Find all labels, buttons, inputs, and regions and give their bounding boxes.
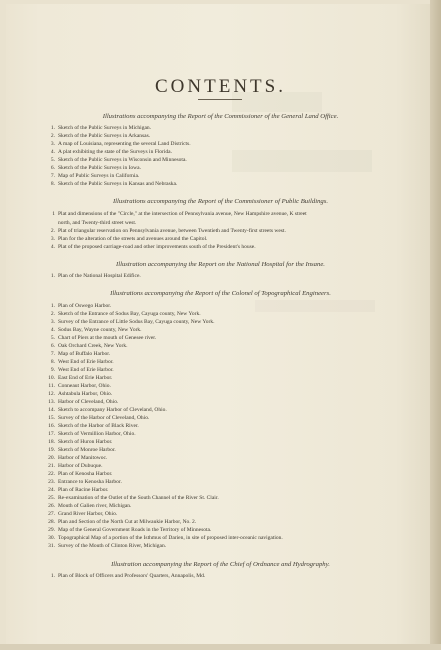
section-heading-land-office: Illustrations accompanying the Report of the Commissioner of the General Land Office. bbox=[102, 113, 339, 120]
list-item: 24. Plan of Racine Harbor. bbox=[48, 487, 109, 493]
list-item: 18. Sketch of Huron Harbor. bbox=[48, 439, 113, 445]
list-item: 1. Plan of the National Hospital Edifice. bbox=[50, 273, 141, 279]
list-item: 7. Map of Buffalo Harbor. bbox=[50, 351, 111, 357]
list-item: 1. Plan of Oswego Harbor. bbox=[50, 303, 112, 309]
list-item: 12. Ashtabula Harbor, Ohio. bbox=[48, 391, 113, 397]
section-heading-hospital: Illustration accompanying the Report on the National Hospital for the Insane. bbox=[116, 261, 325, 268]
list-item: 3. A map of Louisiana, representing the several Land Districts. bbox=[50, 141, 191, 147]
section-heading-ordnance-hydrography: Illustration accompanying the Report of the Chief of Ordnance and Hydrography. bbox=[111, 561, 330, 568]
list-item: 16. Sketch of the Harbor of Black River. bbox=[48, 423, 139, 429]
list-item: 25. Re-examination of the Outlet of the South Channel of the River St. Clair. bbox=[48, 495, 219, 501]
list-item: 31. Survey of the Mouth of Clinton River, Michigan. bbox=[48, 543, 167, 549]
list-item: 4. Sodus Bay, Wayne county, New York. bbox=[50, 327, 142, 333]
bleed-through-mark bbox=[232, 150, 372, 172]
list-item: 17. Sketch of Vermillion Harbor, Ohio. bbox=[48, 431, 136, 437]
list-item: 8. Sketch of the Public Surveys in Kansas and Nebraska. bbox=[50, 181, 178, 187]
list-item: 20. Harbor of Manitowoc. bbox=[48, 455, 108, 461]
list-item: 28. Plan and Section of the North Cut at Milwaukie Harbor, No. 2. bbox=[48, 519, 197, 525]
list-item: 22. Plan of Kenosha Harbor. bbox=[48, 471, 113, 477]
list-item: 27. Grand River Harbor, Ohio. bbox=[48, 511, 118, 517]
list-item: 2. Sketch of the Entrance of Sodus Bay, Cayuga county, New York. bbox=[50, 311, 201, 317]
list-item: 23. Entrance to Kenosha Harbor. bbox=[48, 479, 122, 485]
list-item: 4. Plat of the proposed carriage-road and other improvements south of the President's house. bbox=[50, 244, 256, 250]
bleed-through-mark bbox=[255, 300, 375, 312]
list-item: 3. Plan for the alteration of the streets and avenues around the Capitol. bbox=[50, 236, 208, 242]
list-item: 29. Map of the General Government Roads in the Territory of Minnesota. bbox=[48, 527, 212, 533]
list-item: 11. Conneaut Harbor, Ohio. bbox=[48, 383, 111, 389]
title-rule bbox=[198, 99, 242, 100]
list-item: 2. Plat of triangular reservation on Pennsylvania avenue, between Twentieth and Twenty-first streets west. bbox=[50, 228, 286, 234]
list-item: 21. Harbor of Dubuque. bbox=[48, 463, 103, 469]
list-item: 4. A plat exhibiting the state of the Surveys in Florida. bbox=[50, 149, 172, 155]
list-item: 8. West End of Erie Harbor. bbox=[50, 359, 114, 365]
section-heading-public-buildings: Illustrations accompanying the Report of the Commissioner of Public Buildings. bbox=[112, 198, 329, 205]
list-item: 10. East End of Erie Harbor. bbox=[48, 375, 113, 381]
list-item: 6. Sketch of the Public Surveys in Iowa. bbox=[50, 165, 141, 171]
page-edge-bottom bbox=[0, 644, 441, 650]
list-item: 5. Chart of Piers at the mouth of Genesee river. bbox=[50, 335, 157, 341]
list-item: 30. Topographical Map of a portion of the Isthmus of Darien, in site of proposed inter-oceanic navigation. bbox=[48, 535, 283, 541]
list-item: 1 Plat and dimensions of the "Circle," at the intersection of Pennsylvania avenue, New Hampshire avenue, K street bbox=[52, 211, 307, 217]
list-item: 2. Sketch of the Public Surveys in Arkansas. bbox=[50, 133, 151, 139]
list-item: 15. Survey of the Harbor of Cleveland, Ohio. bbox=[48, 415, 150, 421]
list-item: 13. Harbor of Cleveland, Ohio. bbox=[48, 399, 119, 405]
list-item: 9. West End of Erie Harbor. bbox=[50, 367, 114, 373]
list-item: 26. Mouth of Galien river, Michigan. bbox=[48, 503, 132, 509]
list-item: 5. Sketch of the Public Surveys in Wisconsin and Minnesota. bbox=[50, 157, 187, 163]
list-item: 7. Map of Public Surveys in California. bbox=[50, 173, 140, 179]
section-heading-topographical-engineers: Illustrations accompanying the Report of the Colonel of Topographical Engineers. bbox=[110, 290, 331, 297]
list-item: 3. Survey of the Entrance of Little Sodus Bay, Cayuga county, New York. bbox=[50, 319, 215, 325]
list-item: 1. Sketch of the Public Surveys in Michigan. bbox=[50, 125, 152, 131]
list-item: 19. Sketch of Monroe Harbor. bbox=[48, 447, 116, 453]
page-title: CONTENTS. bbox=[155, 76, 286, 97]
list-item: 14. Sketch to accompany Harbor of Cleveland, Ohio. bbox=[48, 407, 167, 413]
list-item: 6. Oak Orchard Creek, New York. bbox=[50, 343, 128, 349]
list-item: 1. Plan of Block of Officers and Professors' Quarters, Annapolis, Md. bbox=[50, 573, 206, 579]
list-item-continuation: north, and Twenty-third street west. bbox=[58, 220, 137, 226]
